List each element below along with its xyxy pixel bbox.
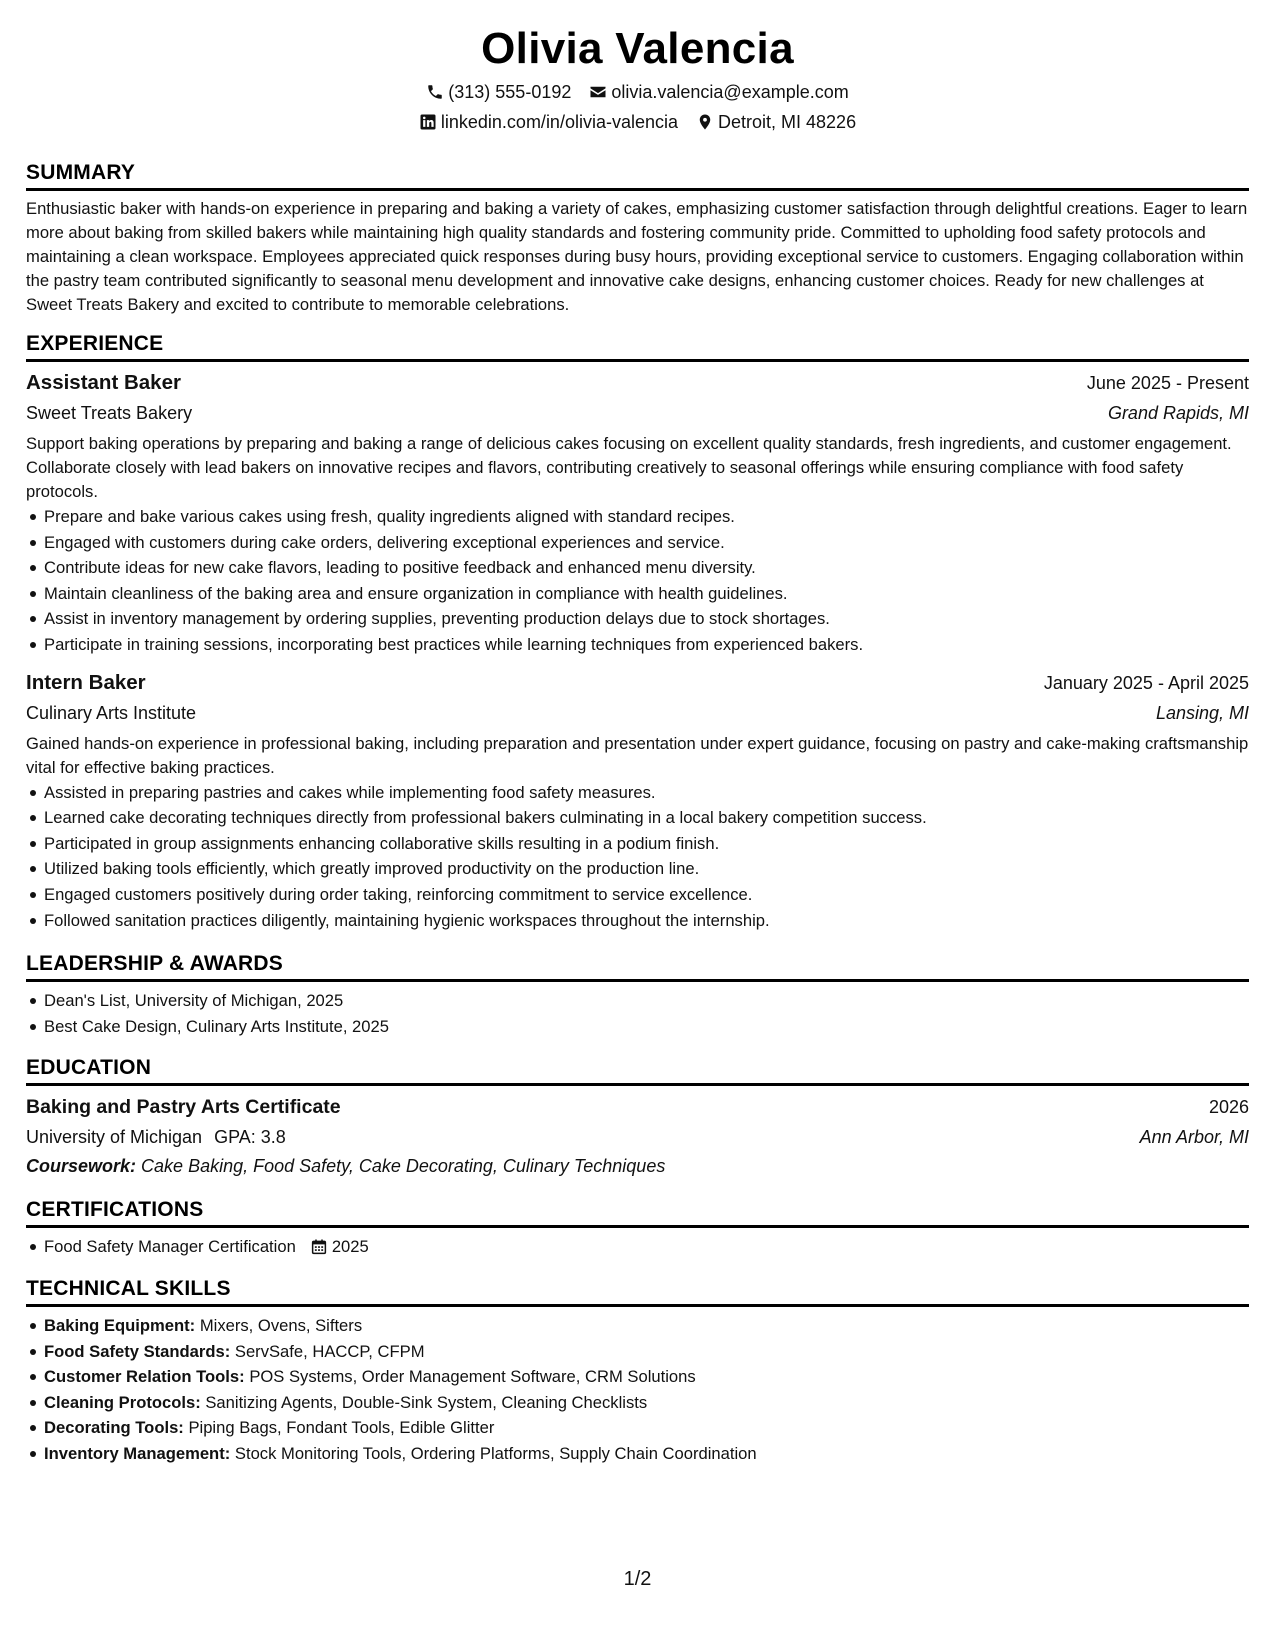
coursework-label: Coursework: bbox=[26, 1156, 137, 1177]
list-item bbox=[26, 1441, 1249, 1467]
list-item: Learned cake decorating techniques directly from professional bakers culminating in a local bakery competition success. bbox=[26, 805, 1249, 831]
contact-location bbox=[696, 110, 856, 134]
certification-entry bbox=[44, 1234, 1249, 1260]
location-text: Detroit, MI 48226 bbox=[718, 112, 857, 132]
phone-text: (313) 555-0192 bbox=[448, 82, 572, 102]
job-header bbox=[26, 668, 1249, 698]
coursework-list: Cake Baking, Food Safety, Cake Decorating, Culinary Techniques bbox=[141, 1156, 666, 1177]
list-item: Assist in inventory management by ordering supplies, preventing production delays due to stock shortages. bbox=[26, 606, 1249, 632]
skill-value: Sanitizing Agents, Double-Sink System, Cleaning Checklists bbox=[205, 1392, 648, 1412]
skill-value: Mixers, Ovens, Sifters bbox=[199, 1315, 363, 1335]
degree-title: Baking and Pastry Arts Certificate bbox=[26, 1096, 341, 1119]
envelope-icon bbox=[589, 83, 607, 101]
job-bullets bbox=[26, 780, 1249, 934]
summary-section bbox=[26, 160, 1249, 317]
certifications-list bbox=[26, 1234, 1249, 1260]
contact-email[interactable] bbox=[589, 80, 848, 104]
job-entry bbox=[26, 668, 1249, 934]
job-title: Assistant Baker bbox=[26, 371, 181, 394]
skills-list bbox=[26, 1313, 1249, 1467]
section-title-education: EDUCATION bbox=[26, 1055, 1249, 1086]
section-title-skills: TECHNICAL SKILLS bbox=[26, 1276, 1249, 1307]
job-dates: January 2025 - April 2025 bbox=[1043, 672, 1249, 693]
calendar-icon bbox=[310, 1238, 328, 1256]
job-description: Gained hands-on experience in professional baking, including preparation and presentation under expert guidance, focusing on pastry and cake-making craftsmanship vital for effective baking practices. bbox=[26, 733, 1249, 777]
list-item: Participated in group assignments enhancing collaborative skills resulting in a podium finish. bbox=[26, 831, 1249, 857]
page-number: 1/2 bbox=[623, 1568, 652, 1590]
list-item: Engaged customers positively during order taking, reinforcing commitment to service excellence. bbox=[26, 882, 1249, 908]
list-item bbox=[26, 1339, 1249, 1365]
certification-year: 2025 bbox=[331, 1237, 369, 1257]
list-item: Assisted in preparing pastries and cakes while implementing food safety measures. bbox=[26, 780, 1249, 806]
section-title-certifications: CERTIFICATIONS bbox=[26, 1197, 1249, 1228]
linkedin-link[interactable]: linkedin.com/in/olivia-valencia bbox=[440, 112, 679, 132]
job-company: Culinary Arts Institute bbox=[26, 702, 197, 723]
list-item: Prepare and bake various cakes using fresh, quality ingredients aligned with standard recipes. bbox=[26, 504, 1249, 530]
section-title-awards: LEADERSHIP & AWARDS bbox=[26, 951, 1249, 982]
certification-date bbox=[310, 1234, 369, 1260]
section-title-experience: EXPERIENCE bbox=[26, 331, 1249, 362]
skill-label: Customer Relation Tools: bbox=[44, 1367, 245, 1387]
list-item: Utilized baking tools efficiently, which greatly improved productivity on the production line. bbox=[26, 856, 1249, 882]
skill-value: ServSafe, HACCP, CFPM bbox=[234, 1341, 425, 1361]
job-subheader bbox=[26, 698, 1249, 728]
job-subheader bbox=[26, 398, 1249, 428]
job-bullets bbox=[26, 504, 1249, 658]
awards-section bbox=[26, 951, 1249, 1039]
job-header bbox=[26, 368, 1249, 398]
summary-text: Enthusiastic baker with hands-on experience in preparing and baking a variety of cakes, emphasizing customer satisfaction through delightful creations. Eager to learn more about baking from skilled bakers while maintaining high quality standards and fostering community pride. Committed to upholding food safety protocols and maintaining a clean workspace. Employees appreciated quick responses during busy hours, providing exceptional service to customers. Engaging collaboration within the pastry team contributed significantly to seasonal menu development and innovative cake designs, enhancing customer choices. Ready for new challenges at Sweet Treats Bakery and excited to contribute to memorable celebrations. bbox=[26, 199, 1248, 314]
skill-label: Inventory Management: bbox=[44, 1443, 231, 1463]
list-item bbox=[26, 1364, 1249, 1390]
list-item: Followed sanitation practices diligently, maintaining hygienic workspaces throughout the internship. bbox=[26, 908, 1249, 934]
list-item: Maintain cleanliness of the baking area and ensure organization in compliance with health guidelines. bbox=[26, 581, 1249, 607]
education-subheader bbox=[26, 1122, 1249, 1152]
school-name: University of Michigan bbox=[26, 1127, 203, 1148]
education-location: Ann Arbor, MI bbox=[1139, 1127, 1249, 1148]
skills-section bbox=[26, 1276, 1249, 1467]
job-entry bbox=[26, 368, 1249, 658]
list-item: Contribute ideas for new cake flavors, leading to positive feedback and enhanced menu diversity. bbox=[26, 555, 1249, 581]
education-year: 2026 bbox=[1208, 1097, 1249, 1118]
skill-value: Piping Bags, Fondant Tools, Edible Glitter bbox=[188, 1418, 495, 1438]
list-item bbox=[26, 1390, 1249, 1416]
linkedin-icon bbox=[419, 113, 437, 131]
contact-linkedin[interactable] bbox=[419, 110, 678, 134]
skill-label: Cleaning Protocols: bbox=[44, 1392, 201, 1412]
contact-row-secondary bbox=[26, 110, 1249, 134]
resume-header bbox=[26, 22, 1249, 134]
list-item bbox=[26, 1234, 1249, 1260]
list-item bbox=[26, 1313, 1249, 1339]
list-item bbox=[26, 1415, 1249, 1441]
contact-phone bbox=[426, 80, 571, 104]
certification-name: Food Safety Manager Certification bbox=[44, 1237, 296, 1257]
school-info bbox=[26, 1122, 286, 1152]
job-location: Lansing, MI bbox=[1155, 702, 1249, 723]
experience-section bbox=[26, 331, 1249, 933]
email-link[interactable]: olivia.valencia@example.com bbox=[611, 82, 849, 102]
skill-label: Food Safety Standards: bbox=[44, 1341, 231, 1361]
list-item: Best Cake Design, Culinary Arts Institute, 2025 bbox=[26, 1014, 1249, 1040]
job-dates: June 2025 - Present bbox=[1086, 373, 1249, 393]
skill-value: Stock Monitoring Tools, Ordering Platforms, Supply Chain Coordination bbox=[234, 1443, 757, 1463]
phone-icon bbox=[426, 83, 444, 101]
list-item: Engaged with customers during cake orders, delivering exceptional experiences and service. bbox=[26, 530, 1249, 556]
gpa-text: GPA: 3.8 bbox=[214, 1127, 286, 1148]
list-item: Dean's List, University of Michigan, 2025 bbox=[26, 988, 1249, 1014]
education-header bbox=[26, 1092, 1249, 1122]
list-item: Participate in training sessions, incorporating best practices while learning techniques from experienced bakers. bbox=[26, 632, 1249, 658]
map-pin-icon bbox=[696, 113, 714, 131]
contact-row-primary bbox=[26, 80, 1249, 104]
section-title-summary: SUMMARY bbox=[26, 160, 1249, 191]
awards-list bbox=[26, 988, 1249, 1039]
job-company: Sweet Treats Bakery bbox=[26, 403, 193, 423]
certifications-section bbox=[26, 1197, 1249, 1260]
job-title: Intern Baker bbox=[26, 670, 146, 694]
skill-label: Decorating Tools: bbox=[44, 1418, 184, 1438]
job-location: Grand Rapids, MI bbox=[1107, 403, 1249, 423]
candidate-name: Olivia Valencia bbox=[481, 24, 794, 73]
skill-value: POS Systems, Order Management Software, CRM Solutions bbox=[249, 1367, 696, 1387]
job-description: Support baking operations by preparing and baking a range of delicious cakes focusing on excellent quality standards, fresh ingredients, and customer engagement. Collaborate closely with lead bakers on innovative recipes and flavors, contributing creatively to seasonal offerings while ensuring compliance with food safety protocols. bbox=[26, 434, 1232, 501]
coursework bbox=[26, 1152, 1249, 1181]
skill-label: Baking Equipment: bbox=[44, 1315, 196, 1335]
education-section bbox=[26, 1055, 1249, 1181]
